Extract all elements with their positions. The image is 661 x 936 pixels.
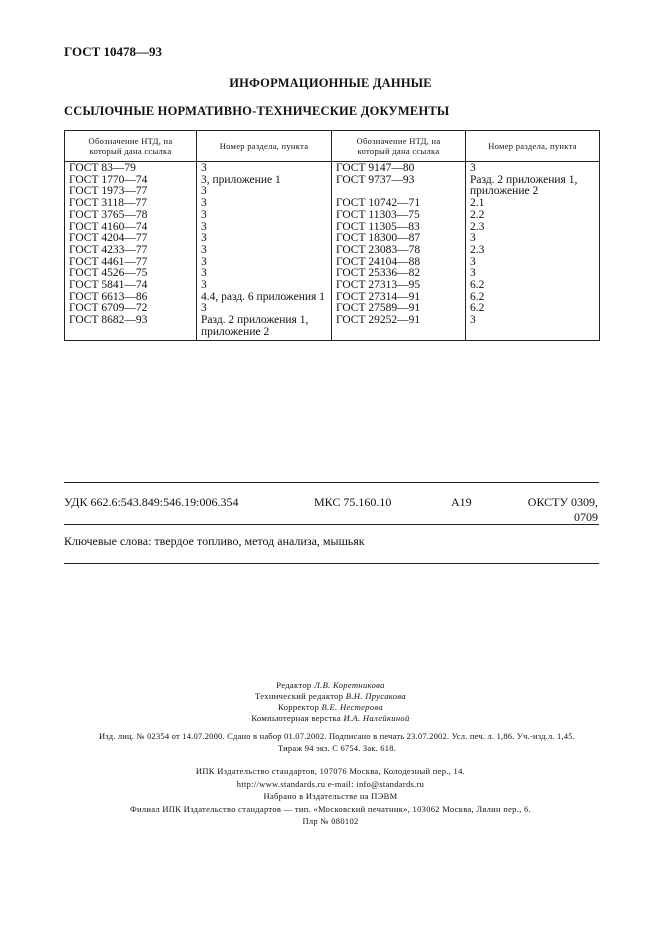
info-data-heading: ИНФОРМАЦИОННЫЕ ДАННЫЕ	[229, 76, 432, 90]
table-cell-doc: ГОСТ 4204—77	[69, 232, 148, 245]
table-cell-doc: ГОСТ 27589—91	[336, 302, 421, 315]
publisher-block	[0, 765, 661, 828]
table-cell-section: 2.1	[470, 197, 485, 210]
table-cell-section: Разд. 2 приложения 1, приложение 2	[470, 173, 578, 198]
classification-code: А19	[451, 495, 472, 509]
right-section-column	[466, 162, 600, 341]
credits-layout: Компьютерная верстка И.А. Налейкиной	[251, 713, 410, 723]
table-cell-doc: ГОСТ 4160—74	[69, 220, 148, 233]
table-cell-section: 3	[201, 267, 207, 280]
references-table	[64, 130, 600, 341]
table-cell-doc: ГОСТ 1770—74	[69, 173, 148, 186]
table-cell-doc: ГОСТ 11303—75	[336, 208, 420, 221]
publisher-line: Набрано в Издательстве на ПЭВМ	[263, 791, 398, 801]
table-cell-section: 3	[470, 232, 476, 245]
publisher-line: Плр № 080102	[302, 816, 359, 826]
table-cell-doc: ГОСТ 9147—80	[336, 162, 415, 174]
table-cell-section: 3	[201, 255, 207, 268]
credits-editor: Редактор Л.В. Коретникова	[276, 680, 385, 690]
mks-code: МКС 75.160.10	[314, 495, 392, 509]
table-cell-section: 3	[201, 162, 207, 174]
references-heading: ССЫЛОЧНЫЕ НОРМАТИВНО-ТЕХНИЧЕСКИЕ ДОКУМЕНТЫ	[64, 104, 450, 118]
table-cell-doc: ГОСТ 3765—78	[69, 208, 148, 221]
column-header-section-left: Номер раздела, пункта	[197, 131, 332, 162]
table-cell-section: 3	[201, 197, 207, 210]
table-cell-section: 3	[201, 220, 207, 233]
table-cell-section: Разд. 2 приложения 1, приложение 2	[201, 314, 309, 338]
publisher-line: http://www.standards.ru e-mail: info@standards.ru	[236, 778, 425, 789]
table-cell-section: 3	[470, 162, 476, 174]
column-header-doc-left: Обозначение НТД, на который дана ссылка	[65, 131, 197, 162]
right-doc-column	[332, 162, 466, 341]
table-cell-doc: ГОСТ 3118—77	[69, 197, 147, 210]
keywords: Ключевые слова: твердое топливо, метод анализа, мышьяк	[64, 534, 365, 548]
imprint-block	[72, 729, 602, 756]
divider-middle	[64, 524, 599, 525]
divider-top	[64, 482, 599, 483]
credits-tech-editor: Технический редактор В.Н. Прусакова	[255, 691, 406, 701]
divider-bottom	[64, 563, 599, 564]
column-header-doc-right: Обозначение НТД, на который дана ссылка	[332, 131, 466, 162]
table-cell-section: 6.2	[470, 302, 485, 315]
column-header-section-right: Номер раздела, пункта	[466, 131, 600, 162]
table-cell-section: 3	[201, 208, 207, 221]
table-cell-doc: ГОСТ 24104—88	[336, 255, 421, 268]
table-cell-section: 3	[201, 279, 207, 292]
table-cell-doc: ГОСТ 5841—74	[69, 279, 148, 292]
table-cell-doc: ГОСТ 6709—72	[69, 302, 148, 315]
left-doc-column	[65, 162, 197, 341]
credits-corrector: Корректор В.Е. Нестерова	[278, 702, 383, 712]
table-cell-doc: ГОСТ 18300—87	[336, 232, 421, 245]
table-cell-section: 4.4, разд. 6 приложения 1	[201, 290, 325, 303]
table-cell-doc: ГОСТ 83—79	[69, 162, 136, 174]
table-cell-doc: ГОСТ 29252—91	[336, 314, 421, 327]
table-cell-doc: ГОСТ 23083—78	[336, 243, 421, 256]
table-cell-doc: ГОСТ 8682—93	[69, 314, 148, 327]
table-cell-section: 2.2	[470, 208, 485, 221]
left-section-column	[197, 162, 332, 341]
table-cell-doc: ГОСТ 9737—93	[336, 173, 415, 186]
table-cell-doc: ГОСТ 25336—82	[336, 267, 421, 280]
table-cell-section: 3	[470, 267, 476, 280]
udk-code: УДК 662.6:543.849:546.19:006.354	[64, 495, 239, 509]
table-cell-doc: ГОСТ 10742—71	[336, 197, 421, 210]
imprint-line: Тираж 94 экз. С 6754. Зак. 618.	[278, 743, 396, 753]
table-cell-doc: ГОСТ 1973—77	[69, 185, 148, 198]
table-cell-doc: ГОСТ 27314—91	[336, 290, 421, 303]
table-cell-section: 3	[201, 243, 207, 256]
table-cell-section: 3	[201, 185, 207, 198]
table-cell-section: 3, приложение 1	[201, 173, 281, 186]
table-cell-doc: ГОСТ 4461—77	[69, 255, 148, 268]
okstu-code: ОКСТУ 0309, 0709	[527, 495, 598, 524]
table-cell-doc: ГОСТ 4233—77	[69, 243, 148, 256]
table-cell-section: 3	[201, 232, 207, 245]
table-cell-doc: ГОСТ 11305—83	[336, 220, 420, 233]
publisher-line: Филиал ИПК Издательство стандартов — тип. «Московский печатник», 103062 Москва, Лялин пер., 6.	[130, 803, 531, 814]
table-cell-section: 3	[201, 302, 207, 315]
table-cell-doc: ГОСТ 6613—86	[69, 290, 148, 303]
imprint-line: Изд. лиц. № 02354 от 14.07.2000. Сдано в набор 01.07.2002. Подписано в печать 23.07.2002. Усл. печ. л. 1,86. Уч.-изд.л. 1,45.	[98, 731, 576, 741]
table-cell-section: 3	[470, 314, 476, 327]
table-cell-doc: ГОСТ 4526—75	[69, 267, 148, 280]
table-cell-doc: ГОСТ 27313—95	[336, 279, 421, 292]
document-standard-number: ГОСТ 10478—93	[64, 44, 163, 59]
publisher-line: ИПК Издательство стандартов, 107076 Москва, Колодезный пер., 14.	[195, 766, 466, 776]
table-cell-section: 3	[470, 255, 476, 268]
table-cell-section: 2.3	[470, 243, 485, 256]
table-cell-section: 2.3	[470, 220, 485, 233]
table-cell-section: 6.2	[470, 290, 485, 303]
table-cell-section: 6.2	[470, 279, 485, 292]
